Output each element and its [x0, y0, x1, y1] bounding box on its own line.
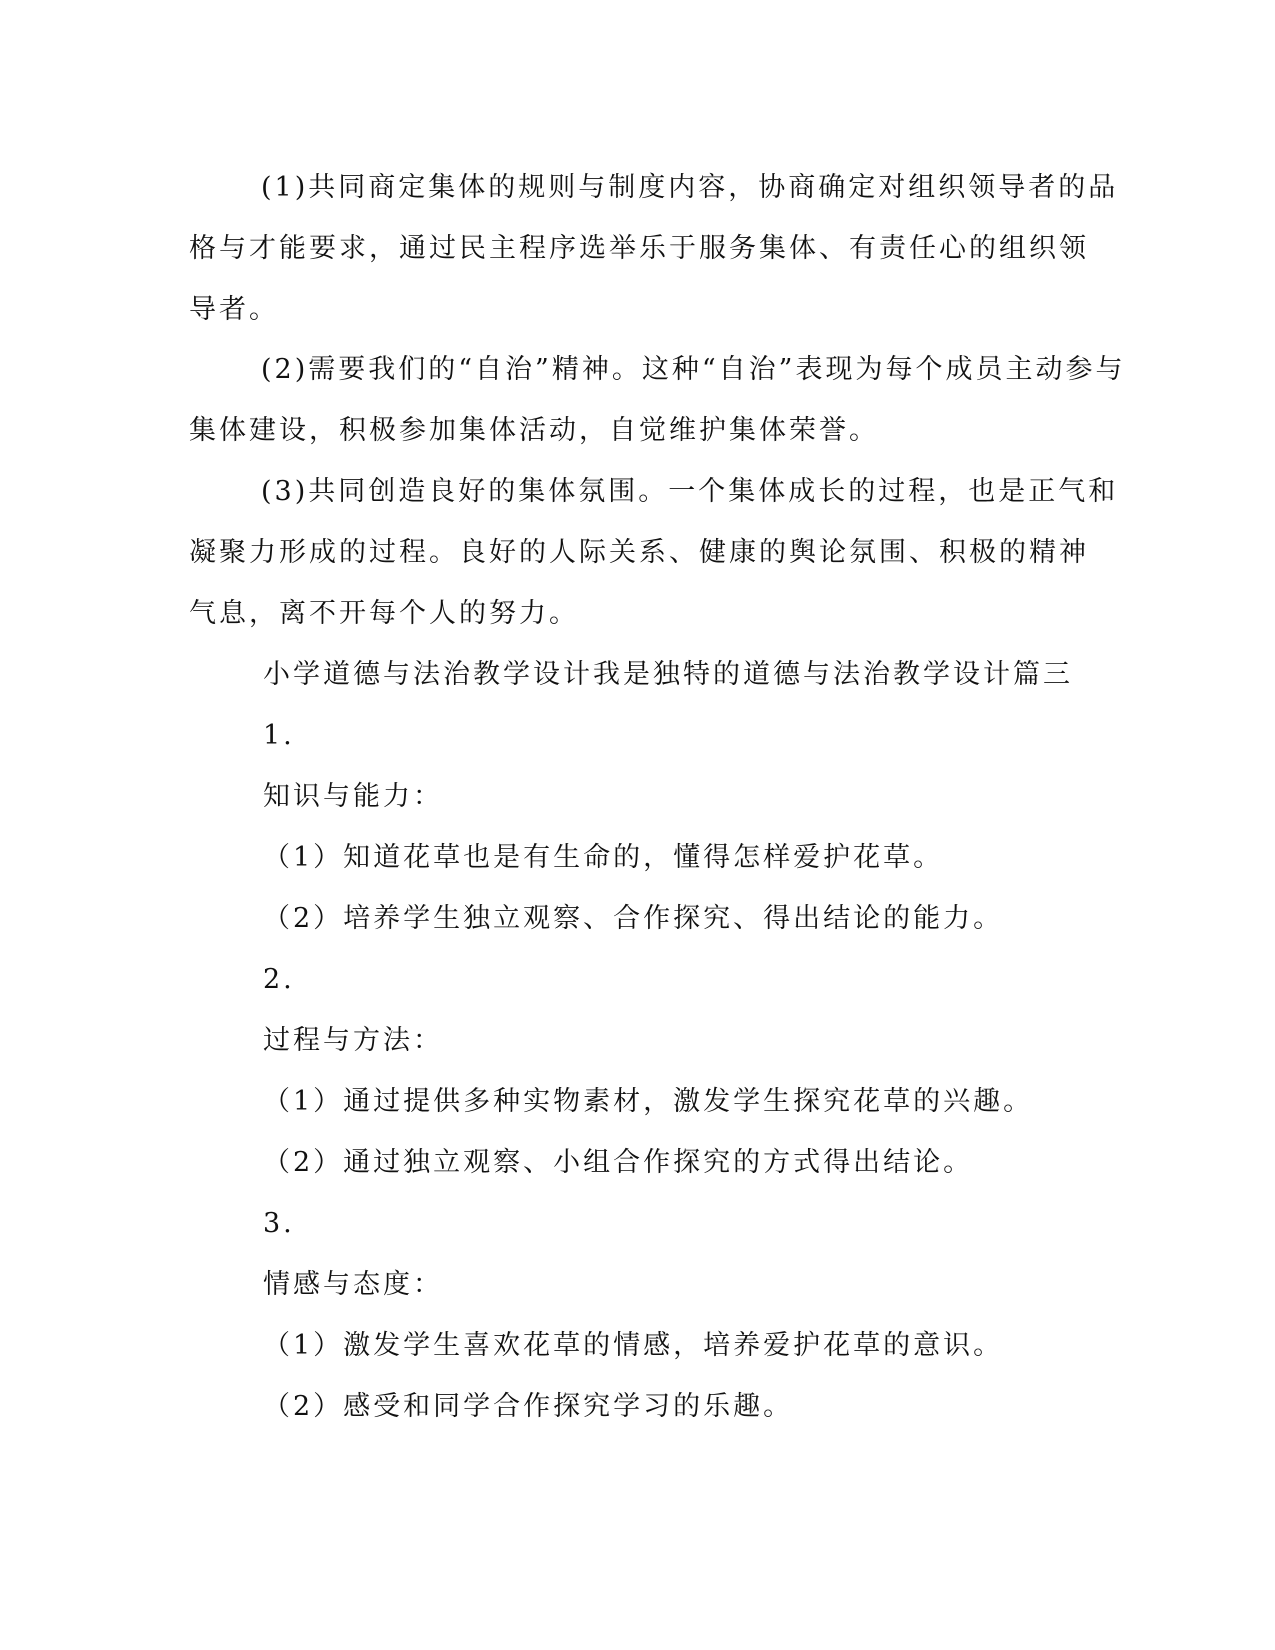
item-2-point-1: （1）通过提供多种实物素材，激发学生探究花草的兴趣。	[263, 1086, 1034, 1117]
item-1-number: 1.	[263, 720, 295, 751]
paragraph-2-line-2: 集体建设，积极参加集体活动，自觉维护集体荣誉。	[189, 415, 879, 446]
item-1-title: 知识与能力：	[263, 781, 443, 812]
paragraph-1-line-3: 导者。	[189, 294, 279, 325]
paragraph-3-line-1: (3)共同创造良好的集体氛围。一个集体成长的过程，也是正气和	[261, 476, 1119, 507]
item-1-point-2: （2）培养学生独立观察、合作探究、得出结论的能力。	[263, 903, 1004, 934]
paragraph-2-line-1: (2)需要我们的“自治”精神。这种“自治”表现为每个成员主动参与	[261, 354, 1126, 385]
paragraph-3	[189, 461, 1119, 644]
item-3-point-2: （2）感受和同学合作探究学习的乐趣。	[263, 1391, 794, 1422]
paragraph-1-line-2: 格与才能要求，通过民主程序选举乐于服务集体、有责任心的组织领	[189, 233, 1089, 264]
item-1-point-1: （1）知道花草也是有生命的，懂得怎样爱护花草。	[263, 842, 944, 873]
paragraph-1-line-1: (1)共同商定集体的规则与制度内容，协商确定对组织领导者的品	[261, 172, 1119, 203]
paragraph-3-line-2: 凝聚力形成的过程。良好的人际关系、健康的舆论氛围、积极的精神	[189, 537, 1089, 568]
item-2-point-2: （2）通过独立观察、小组合作探究的方式得出结论。	[263, 1147, 974, 1178]
item-3-number: 3.	[263, 1208, 295, 1239]
item-2-number: 2.	[263, 964, 295, 995]
item-3-title: 情感与态度：	[263, 1269, 443, 1300]
paragraph-3-line-3: 气息，离不开每个人的努力。	[189, 598, 579, 629]
paragraph-1	[189, 157, 1119, 340]
item-3-point-1: （1）激发学生喜欢花草的情感，培养爱护花草的意识。	[263, 1330, 1004, 1361]
item-2-title: 过程与方法：	[263, 1025, 443, 1056]
paragraph-2	[189, 339, 1126, 461]
section-heading: 小学道德与法治教学设计我是独特的道德与法治教学设计篇三	[263, 659, 1073, 690]
